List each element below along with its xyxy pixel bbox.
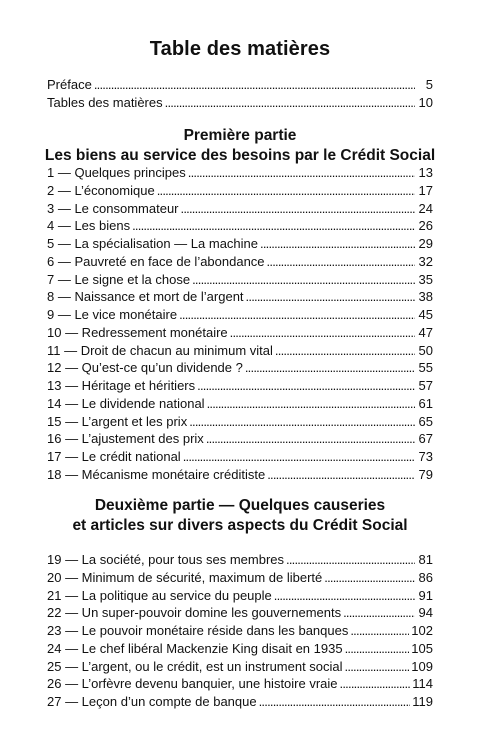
dot-leader xyxy=(181,200,415,218)
dot-leader xyxy=(267,466,415,484)
toc-entry[interactable] xyxy=(47,395,433,413)
dot-leader xyxy=(259,693,411,711)
entry-page: 29 xyxy=(418,236,433,251)
entry-label: 15 — L’argent et les prix xyxy=(47,413,188,429)
dot-leader xyxy=(260,235,415,253)
entry-page: 47 xyxy=(418,324,433,340)
toc-entry[interactable] xyxy=(47,622,433,640)
entry-page: 65 xyxy=(418,413,433,429)
front-matter-list xyxy=(47,76,433,112)
entry-label: Tables des matières xyxy=(47,94,163,110)
part2-heading xyxy=(30,496,450,536)
dot-leader xyxy=(183,448,415,466)
entry-label: 6 — Pauvreté en face de l’abondance xyxy=(47,253,265,269)
entry-page: 73 xyxy=(418,449,433,464)
entry-page: 35 xyxy=(418,271,433,287)
entry-label: Préface xyxy=(47,77,92,92)
entry-page: 94 xyxy=(418,605,433,621)
entry-page: 24 xyxy=(418,200,433,216)
entry-label: 11 — Droit de chacun au minimum vital xyxy=(47,342,273,358)
entry-label: 13 — Héritage et héritiers xyxy=(47,378,196,393)
entry-page: 50 xyxy=(418,342,433,358)
part1-heading xyxy=(30,126,450,166)
entry-label: 24 — Le chef libéral Mackenzie King disait en 1935 xyxy=(47,640,343,656)
entry-label: 19 — La société, pour tous ses membres xyxy=(47,552,285,567)
entry-label: 4 — Les biens xyxy=(47,218,131,234)
dot-leader xyxy=(343,604,415,622)
toc-entry[interactable] xyxy=(47,164,433,182)
entry-page: 10 xyxy=(418,94,433,110)
dot-leader xyxy=(275,342,415,360)
part2-heading-line2: et articles sur divers aspects du Crédit Social xyxy=(72,517,408,534)
dot-leader xyxy=(274,587,415,605)
toc-entry[interactable] xyxy=(47,253,433,271)
entry-label: 23 — Le pouvoir monétaire réside dans les banques xyxy=(47,623,349,638)
toc-entry[interactable] xyxy=(47,235,433,253)
toc-entry[interactable] xyxy=(47,466,433,484)
entry-page: 5 xyxy=(425,77,433,92)
dot-leader xyxy=(230,324,415,342)
part1-heading-line2: Les biens au service des besoins par le Crédit Social xyxy=(44,147,436,164)
entry-page: 81 xyxy=(418,552,433,567)
entry-page: 45 xyxy=(418,307,433,322)
entry-label: 17 — Le crédit national xyxy=(47,449,181,464)
entry-page: 38 xyxy=(418,289,433,305)
toc-entry[interactable] xyxy=(47,342,433,360)
entry-label: 18 — Mécanisme monétaire créditiste xyxy=(47,466,266,482)
toc-entry[interactable] xyxy=(47,377,433,395)
dot-leader xyxy=(157,182,415,200)
dot-leader xyxy=(179,306,415,324)
dot-leader xyxy=(246,288,415,306)
entry-label: 3 — Le consommateur xyxy=(47,200,179,216)
entry-page: 91 xyxy=(418,587,433,603)
entry-page: 114 xyxy=(412,676,433,692)
toc-entry[interactable] xyxy=(47,182,433,200)
part2-entry-list xyxy=(47,551,433,711)
entry-page: 13 xyxy=(418,165,433,180)
entry-label: 2 — L’économique xyxy=(47,182,155,198)
toc-entry[interactable] xyxy=(47,693,433,711)
toc-entry[interactable] xyxy=(47,324,433,342)
toc-entry[interactable] xyxy=(47,430,433,448)
dot-leader xyxy=(345,640,410,658)
toc-entry[interactable] xyxy=(47,551,433,569)
toc-entry[interactable] xyxy=(47,288,433,306)
toc-entry[interactable] xyxy=(47,413,433,431)
entry-label: 7 — Le signe et la chose xyxy=(47,271,191,287)
dot-leader xyxy=(165,94,415,112)
entry-label: 8 — Naissance et mort de l’argent xyxy=(47,289,244,305)
dot-leader xyxy=(350,622,409,640)
entry-label: 12 — Qu’est-ce qu’un dividende ? xyxy=(47,360,243,376)
toc-entry[interactable] xyxy=(47,675,433,693)
entry-page: 105 xyxy=(411,640,433,656)
entry-label: 20 — Minimum de sécurité, maximum de liberté xyxy=(47,569,323,585)
dot-leader xyxy=(340,675,411,693)
toc-entry[interactable] xyxy=(47,569,433,587)
entry-page: 102 xyxy=(411,623,433,638)
entry-page: 32 xyxy=(418,253,433,269)
entry-label: 14 — Le dividende national xyxy=(47,395,205,411)
entry-label: 9 — Le vice monétaire xyxy=(47,307,178,322)
dot-leader xyxy=(132,217,415,235)
entry-label: 27 — Leçon d’un compte de banque xyxy=(47,694,257,709)
dot-leader xyxy=(206,430,415,448)
entry-page: 57 xyxy=(418,378,433,393)
toc-entry[interactable] xyxy=(47,604,433,622)
dot-leader xyxy=(94,76,415,94)
dot-leader xyxy=(267,253,415,271)
entry-label: 22 — Un super-pouvoir domine les gouvernements xyxy=(47,605,342,621)
part1-heading-line1: Première partie xyxy=(183,127,297,144)
toc-entry[interactable] xyxy=(47,306,433,324)
entry-label: 16 — L’ajustement des prix xyxy=(47,431,204,447)
entry-label: 5 — La spécialisation — La machine xyxy=(47,236,259,251)
entry-page: 55 xyxy=(418,360,433,376)
page-title: Table des matières xyxy=(149,38,331,60)
dot-leader xyxy=(189,413,415,431)
dot-leader xyxy=(188,164,415,182)
toc-entry-tables[interactable] xyxy=(47,94,433,112)
entry-label: 1 — Quelques principes xyxy=(47,165,186,180)
dot-leader xyxy=(324,569,415,587)
toc-entry[interactable] xyxy=(47,640,433,658)
entry-page: 26 xyxy=(418,218,433,234)
entry-page: 67 xyxy=(418,431,433,447)
entry-page: 17 xyxy=(418,182,433,198)
dot-leader xyxy=(286,551,415,569)
toc-entry[interactable] xyxy=(47,658,433,676)
entry-page: 79 xyxy=(418,466,433,482)
part2-heading-line1: Deuxième partie — Quelques causeries xyxy=(94,497,386,514)
dot-leader xyxy=(245,359,415,377)
entry-label: 21 — La politique au service du peuple xyxy=(47,587,272,603)
entry-page: 109 xyxy=(411,658,433,674)
dot-leader xyxy=(197,377,415,395)
entry-page: 119 xyxy=(412,694,433,709)
toc-entry[interactable] xyxy=(47,448,433,466)
toc-entry[interactable] xyxy=(47,217,433,235)
entry-label: 10 — Redressement monétaire xyxy=(47,324,228,340)
toc-entry[interactable] xyxy=(47,200,433,218)
entry-page: 61 xyxy=(418,395,433,411)
entry-label: 26 — L’orfèvre devenu banquier, une histoire vraie xyxy=(47,676,338,692)
entry-page: 86 xyxy=(418,569,433,585)
entry-label: 25 — L’argent, ou le crédit, est un instrument social xyxy=(47,658,343,674)
toc-entry[interactable] xyxy=(47,271,433,289)
dot-leader xyxy=(207,395,415,413)
toc-entry[interactable] xyxy=(47,587,433,605)
part1-entry-list xyxy=(47,164,433,484)
dot-leader xyxy=(345,658,410,676)
toc-entry-preface[interactable] xyxy=(47,76,433,94)
dot-leader xyxy=(192,271,415,289)
toc-entry[interactable] xyxy=(47,359,433,377)
